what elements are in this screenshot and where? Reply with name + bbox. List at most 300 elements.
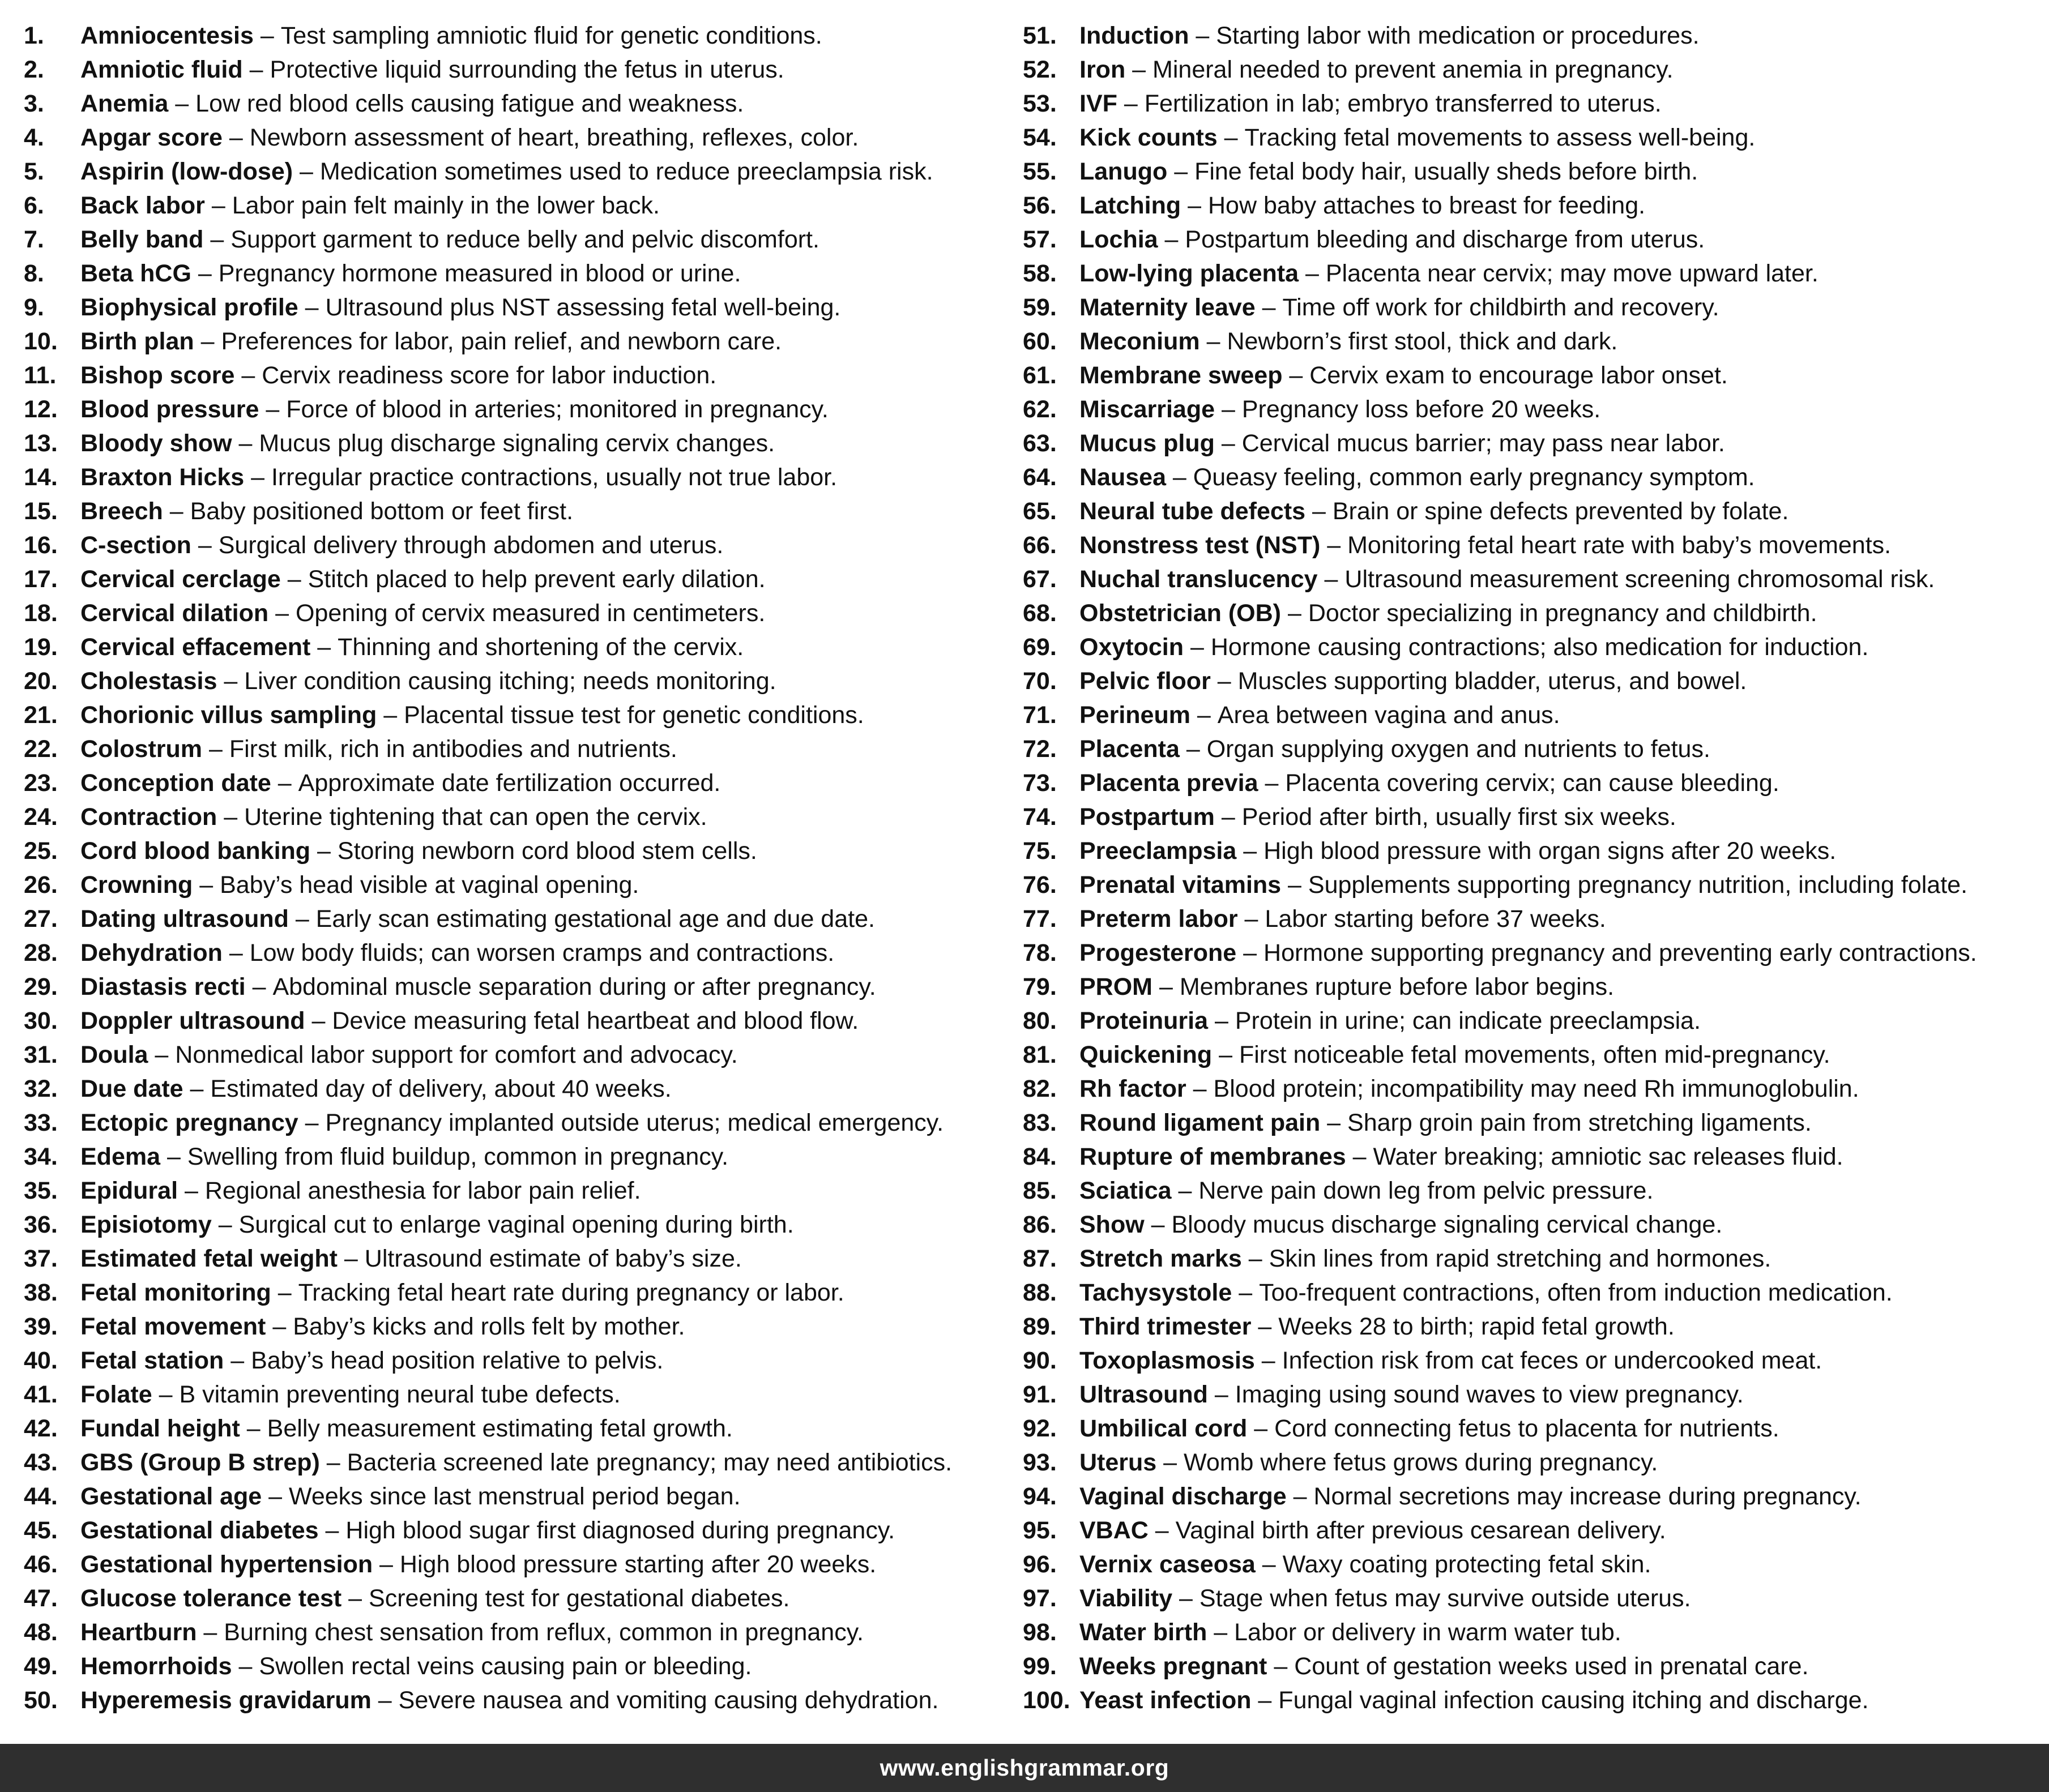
entry-definition: Swelling from fluid buildup, common in pregnancy. bbox=[187, 1143, 729, 1170]
entry-number: 87. bbox=[1023, 1245, 1057, 1272]
entry-number: 37. bbox=[24, 1245, 58, 1272]
entry-term: C-section bbox=[80, 532, 191, 559]
entry-definition: Irregular practice contractions, usually not true labor. bbox=[271, 464, 838, 491]
glossary-entry bbox=[24, 664, 1032, 698]
entry-separator: – bbox=[377, 702, 404, 729]
entry-definition: Water breaking; amniotic sac releases fluid. bbox=[1373, 1143, 1843, 1170]
entry-separator: – bbox=[1281, 871, 1308, 899]
entry-term: IVF bbox=[1079, 90, 1117, 117]
entry-separator: – bbox=[373, 1551, 400, 1578]
entry-term: Apgar score bbox=[80, 124, 223, 151]
entry-definition: Infection risk from cat feces or undercooked meat. bbox=[1282, 1347, 1822, 1374]
entry-number: 32. bbox=[24, 1075, 58, 1102]
glossary-entry bbox=[24, 732, 1032, 766]
entry-separator: – bbox=[298, 294, 326, 321]
entry-term: Tachysystole bbox=[1079, 1279, 1232, 1306]
entry-separator: – bbox=[211, 1211, 239, 1238]
entry-definition: Period after birth, usually first six weeks. bbox=[1241, 803, 1676, 831]
glossary-entry bbox=[24, 460, 1032, 494]
entry-definition: Mineral needed to prevent anemia in pregnancy. bbox=[1152, 56, 1674, 83]
entry-separator: – bbox=[178, 1177, 205, 1204]
entry-number: 34. bbox=[24, 1143, 58, 1170]
glossary-entry bbox=[1023, 426, 2031, 460]
glossary-entry bbox=[1023, 155, 2031, 189]
entry-definition: Tracking fetal heart rate during pregnancy or labor. bbox=[298, 1279, 844, 1306]
glossary-entry bbox=[1023, 1445, 2031, 1479]
entry-definition: Monitoring fetal heart rate with baby’s movements. bbox=[1347, 532, 1892, 559]
entry-number: 30. bbox=[24, 1007, 58, 1034]
footer-bar bbox=[0, 1744, 2049, 1792]
entry-number: 88. bbox=[1023, 1279, 1057, 1306]
entry-definition: High blood pressure starting after 20 weeks. bbox=[399, 1551, 877, 1578]
entry-term: Lochia bbox=[1079, 226, 1158, 253]
entry-number: 5. bbox=[24, 158, 44, 185]
entry-definition: Nerve pain down leg from pelvic pressure. bbox=[1198, 1177, 1654, 1204]
glossary-entry bbox=[1023, 1242, 2031, 1276]
glossary-entry bbox=[24, 698, 1032, 732]
entry-term: Water birth bbox=[1079, 1619, 1207, 1646]
entry-separator: – bbox=[232, 430, 259, 457]
entry-definition: Ultrasound plus NST assessing fetal well-being. bbox=[325, 294, 841, 321]
glossary-entry bbox=[24, 1615, 1032, 1649]
entry-number: 9. bbox=[24, 294, 44, 321]
glossary-column-right bbox=[1023, 19, 2031, 1717]
entry-definition: Cervix exam to encourage labor onset. bbox=[1309, 362, 1728, 389]
entry-definition: Severe nausea and vomiting causing dehydration. bbox=[398, 1687, 939, 1714]
glossary-entry bbox=[24, 1479, 1032, 1513]
entry-term: Obstetrician (OB) bbox=[1079, 600, 1281, 627]
entry-term: Aspirin (low-dose) bbox=[80, 158, 293, 185]
entry-term: Gestational hypertension bbox=[80, 1551, 373, 1578]
entry-definition: Stitch placed to help prevent early dilation. bbox=[308, 566, 766, 593]
entry-definition: Weeks 28 to birth; rapid fetal growth. bbox=[1278, 1313, 1675, 1340]
entry-term: Prenatal vitamins bbox=[1079, 871, 1282, 899]
entry-separator: – bbox=[202, 735, 229, 763]
entry-number: 63. bbox=[1023, 430, 1057, 457]
entry-term: Nonstress test (NST) bbox=[1079, 532, 1321, 559]
entry-definition: Vaginal birth after previous cesarean delivery. bbox=[1175, 1517, 1666, 1544]
entry-separator: – bbox=[217, 803, 245, 831]
entry-number: 68. bbox=[1023, 600, 1057, 627]
glossary-entry bbox=[24, 426, 1032, 460]
entry-separator: – bbox=[310, 634, 338, 661]
glossary-entry bbox=[24, 936, 1032, 970]
glossary-entry bbox=[1023, 834, 2031, 868]
entry-number: 77. bbox=[1023, 905, 1057, 933]
entry-definition: Labor pain felt mainly in the lower back. bbox=[232, 192, 660, 219]
entry-term: Anemia bbox=[80, 90, 169, 117]
entry-definition: Waxy coating protecting fetal skin. bbox=[1282, 1551, 1651, 1578]
glossary-entry bbox=[1023, 1479, 2031, 1513]
entry-number: 20. bbox=[24, 668, 58, 695]
glossary-entry bbox=[24, 1547, 1032, 1581]
entry-separator: – bbox=[1199, 328, 1227, 355]
entry-term: Gestational age bbox=[80, 1483, 262, 1510]
entry-definition: Bacteria screened late pregnancy; may need antibiotics. bbox=[347, 1449, 953, 1476]
entry-definition: Support garment to reduce belly and pelvic discomfort. bbox=[230, 226, 819, 253]
entry-number: 97. bbox=[1023, 1585, 1057, 1612]
entry-number: 8. bbox=[24, 260, 44, 287]
glossary-entry bbox=[1023, 1072, 2031, 1106]
entry-separator: – bbox=[1346, 1143, 1373, 1170]
entry-separator: – bbox=[268, 600, 296, 627]
entry-number: 73. bbox=[1023, 769, 1057, 797]
entry-term: Hyperemesis gravidarum bbox=[80, 1687, 372, 1714]
glossary-entry bbox=[1023, 1649, 2031, 1683]
glossary-entry bbox=[1023, 87, 2031, 121]
entry-number: 59. bbox=[1023, 294, 1057, 321]
entry-term: Viability bbox=[1079, 1585, 1173, 1612]
entry-term: Edema bbox=[80, 1143, 161, 1170]
entry-definition: Low body fluids; can worsen cramps and contractions. bbox=[249, 939, 835, 966]
entry-number: 31. bbox=[24, 1041, 58, 1068]
entry-separator: – bbox=[204, 192, 232, 219]
entry-number: 83. bbox=[1023, 1109, 1057, 1136]
entry-separator: – bbox=[262, 1483, 289, 1510]
entry-number: 46. bbox=[24, 1551, 58, 1578]
entry-term: Cervical cerclage bbox=[80, 566, 281, 593]
entry-separator: – bbox=[1267, 1653, 1295, 1680]
glossary-entry bbox=[1023, 596, 2031, 630]
entry-definition: Protective liquid surrounding the fetus in uterus. bbox=[270, 56, 784, 83]
entry-term: Fetal station bbox=[80, 1347, 224, 1374]
entry-term: Oxytocin bbox=[1079, 634, 1184, 661]
entry-separator: – bbox=[1255, 1551, 1283, 1578]
entry-number: 29. bbox=[24, 973, 58, 1000]
entry-term: Fundal height bbox=[80, 1415, 240, 1442]
glossary-entry bbox=[1023, 902, 2031, 936]
entry-term: Beta hCG bbox=[80, 260, 191, 287]
entry-term: Gestational diabetes bbox=[80, 1517, 319, 1544]
entry-number: 90. bbox=[1023, 1347, 1057, 1374]
entry-number: 70. bbox=[1023, 668, 1057, 695]
glossary-entry bbox=[1023, 630, 2031, 664]
glossary-entry bbox=[24, 19, 1032, 53]
entry-definition: Too-frequent contractions, often from induction medication. bbox=[1259, 1279, 1893, 1306]
glossary-entry bbox=[24, 528, 1032, 562]
entry-definition: Sharp groin pain from stretching ligaments. bbox=[1347, 1109, 1812, 1136]
glossary-entry bbox=[24, 1242, 1032, 1276]
glossary-entry bbox=[24, 223, 1032, 256]
entry-term: Dating ultrasound bbox=[80, 905, 289, 933]
entry-term: Blood pressure bbox=[80, 396, 259, 423]
glossary-entry bbox=[1023, 868, 2031, 902]
entry-definition: Protein in urine; can indicate preeclampsia. bbox=[1235, 1007, 1701, 1034]
entry-separator: – bbox=[191, 532, 219, 559]
entry-number: 27. bbox=[24, 905, 58, 933]
entry-number: 98. bbox=[1023, 1619, 1057, 1646]
entry-definition: Opening of cervix measured in centimeters. bbox=[295, 600, 766, 627]
entry-definition: Labor or delivery in warm water tub. bbox=[1234, 1619, 1621, 1646]
entry-definition: Weeks since last menstrual period began. bbox=[289, 1483, 741, 1510]
entry-term: Toxoplasmosis bbox=[1079, 1347, 1255, 1374]
entry-definition: Imaging using sound waves to view pregnancy. bbox=[1235, 1381, 1744, 1408]
entry-definition: Cervix readiness score for labor induction. bbox=[262, 362, 717, 389]
glossary-entry bbox=[1023, 528, 2031, 562]
footer-website-url: www.englishgrammar.org bbox=[880, 1755, 1169, 1781]
glossary-entry bbox=[1023, 290, 2031, 324]
entry-number: 39. bbox=[24, 1313, 58, 1340]
entry-definition: Membranes rupture before labor begins. bbox=[1179, 973, 1615, 1000]
entry-definition: Placental tissue test for genetic conditions. bbox=[404, 702, 864, 729]
glossary-entry bbox=[24, 87, 1032, 121]
entry-separator: – bbox=[266, 1313, 293, 1340]
entry-term: Crowning bbox=[80, 871, 193, 899]
entry-separator: – bbox=[1166, 464, 1193, 491]
entry-definition: Starting labor with medication or procedures. bbox=[1216, 22, 1700, 49]
glossary-entry bbox=[24, 324, 1032, 358]
glossary-entry bbox=[24, 1004, 1032, 1038]
glossary-entry bbox=[1023, 1106, 2031, 1140]
entry-term: Yeast infection bbox=[1079, 1687, 1252, 1714]
glossary-column-left bbox=[24, 19, 1032, 1717]
entry-term: Cord blood banking bbox=[80, 837, 311, 865]
entry-term: Rh factor bbox=[1079, 1075, 1186, 1102]
entry-number: 52. bbox=[1023, 56, 1057, 83]
entry-number: 16. bbox=[24, 532, 58, 559]
entry-term: Maternity leave bbox=[1079, 294, 1256, 321]
entry-number: 24. bbox=[24, 803, 58, 831]
entry-term: Bishop score bbox=[80, 362, 235, 389]
entry-number: 7. bbox=[24, 226, 44, 253]
entry-definition: Cord connecting fetus to placenta for nutrients. bbox=[1274, 1415, 1779, 1442]
glossary-entry bbox=[24, 596, 1032, 630]
glossary-entry bbox=[1023, 53, 2031, 87]
entry-separator: – bbox=[232, 1653, 259, 1680]
entry-term: Heartburn bbox=[80, 1619, 197, 1646]
entry-definition: Postpartum bleeding and discharge from uterus. bbox=[1185, 226, 1705, 253]
entry-term: Proteinuria bbox=[1079, 1007, 1208, 1034]
entry-separator: – bbox=[1208, 1007, 1235, 1034]
glossary-entry bbox=[24, 358, 1032, 392]
entry-separator: – bbox=[1181, 192, 1208, 219]
entry-definition: Baby’s head position relative to pelvis. bbox=[251, 1347, 664, 1374]
entry-number: 92. bbox=[1023, 1415, 1057, 1442]
entry-term: Kick counts bbox=[1079, 124, 1218, 151]
glossary-entry bbox=[1023, 19, 2031, 53]
entry-term: Stretch marks bbox=[1079, 1245, 1242, 1272]
entry-term: Miscarriage bbox=[1079, 396, 1215, 423]
entry-number: 80. bbox=[1023, 1007, 1057, 1034]
glossary-entry bbox=[1023, 1174, 2031, 1208]
entry-separator: – bbox=[310, 837, 338, 865]
entry-definition: Belly measurement estimating fetal growth. bbox=[267, 1415, 733, 1442]
entry-definition: Fine fetal body hair, usually sheds before birth. bbox=[1194, 158, 1698, 185]
entry-separator: – bbox=[1214, 430, 1242, 457]
entry-number: 89. bbox=[1023, 1313, 1057, 1340]
entry-definition: Count of gestation weeks used in prenatal care. bbox=[1294, 1653, 1809, 1680]
glossary-entry bbox=[1023, 1412, 2031, 1445]
glossary-entry bbox=[1023, 1140, 2031, 1174]
entry-separator: – bbox=[168, 90, 196, 117]
entry-number: 49. bbox=[24, 1653, 58, 1680]
entry-number: 55. bbox=[1023, 158, 1057, 185]
entry-number: 48. bbox=[24, 1619, 58, 1646]
glossary-entry bbox=[24, 970, 1032, 1004]
entry-term: Cervical dilation bbox=[80, 600, 269, 627]
entry-definition: Preferences for labor, pain relief, and newborn care. bbox=[221, 328, 782, 355]
entry-definition: Organ supplying oxygen and nutrients to fetus. bbox=[1206, 735, 1710, 763]
entry-separator: – bbox=[305, 1007, 332, 1034]
entry-number: 43. bbox=[24, 1449, 58, 1476]
entry-definition: Estimated day of delivery, about 40 weeks. bbox=[210, 1075, 672, 1102]
glossary-entry bbox=[24, 868, 1032, 902]
entry-separator: – bbox=[1320, 1109, 1348, 1136]
entry-term: Vernix caseosa bbox=[1079, 1551, 1256, 1578]
entry-term: Lanugo bbox=[1079, 158, 1168, 185]
entry-number: 54. bbox=[1023, 124, 1057, 151]
entry-definition: Force of blood in arteries; monitored in pregnancy. bbox=[286, 396, 829, 423]
entry-separator: – bbox=[1237, 905, 1265, 933]
entry-term: Mucus plug bbox=[1079, 430, 1215, 457]
entry-definition: Swollen rectal veins causing pain or bleeding. bbox=[259, 1653, 752, 1680]
entry-separator: – bbox=[1281, 600, 1308, 627]
entry-term: Fetal movement bbox=[80, 1313, 266, 1340]
entry-separator: – bbox=[1251, 1687, 1279, 1714]
entry-separator: – bbox=[1186, 1075, 1214, 1102]
entry-term: Contraction bbox=[80, 803, 217, 831]
entry-separator: – bbox=[293, 158, 320, 185]
entry-number: 75. bbox=[1023, 837, 1057, 865]
entry-separator: – bbox=[1156, 1449, 1184, 1476]
entry-definition: Newborn assessment of heart, breathing, reflexes, color. bbox=[249, 124, 859, 151]
glossary-entry bbox=[1023, 1208, 2031, 1242]
entry-definition: Skin lines from rapid stretching and hormones. bbox=[1269, 1245, 1771, 1272]
glossary-entry bbox=[24, 53, 1032, 87]
entry-definition: Queasy feeling, common early pregnancy symptom. bbox=[1193, 464, 1755, 491]
entry-number: 99. bbox=[1023, 1653, 1057, 1680]
entry-number: 100. bbox=[1023, 1687, 1070, 1714]
entry-term: Folate bbox=[80, 1381, 152, 1408]
entry-definition: Pregnancy loss before 20 weeks. bbox=[1241, 396, 1601, 423]
entry-separator: – bbox=[245, 973, 273, 1000]
entry-term: Amniocentesis bbox=[80, 22, 254, 49]
entry-number: 6. bbox=[24, 192, 44, 219]
entry-number: 81. bbox=[1023, 1041, 1057, 1068]
glossary-entry bbox=[24, 1276, 1032, 1310]
entry-definition: Surgical delivery through abdomen and uterus. bbox=[218, 532, 724, 559]
entry-term: Round ligament pain bbox=[1079, 1109, 1321, 1136]
entry-number: 13. bbox=[24, 430, 58, 457]
entry-separator: – bbox=[1214, 803, 1242, 831]
entry-definition: Labor starting before 37 weeks. bbox=[1265, 905, 1606, 933]
entry-term: Membrane sweep bbox=[1079, 362, 1283, 389]
entry-number: 64. bbox=[1023, 464, 1057, 491]
entry-term: Birth plan bbox=[80, 328, 194, 355]
entry-definition: Medication sometimes used to reduce preeclampsia risk. bbox=[319, 158, 933, 185]
entry-number: 44. bbox=[24, 1483, 58, 1510]
entry-number: 11. bbox=[24, 362, 57, 389]
glossary-entry bbox=[1023, 223, 2031, 256]
entry-term: Pelvic floor bbox=[1079, 668, 1211, 695]
entry-separator: – bbox=[193, 871, 220, 899]
entry-definition: Hormone supporting pregnancy and preventing early contractions. bbox=[1263, 939, 1977, 966]
entry-separator: – bbox=[1171, 1177, 1199, 1204]
glossary-entry bbox=[1023, 358, 2031, 392]
entry-number: 96. bbox=[1023, 1551, 1057, 1578]
entry-term: Doppler ultrasound bbox=[80, 1007, 305, 1034]
entry-separator: – bbox=[1258, 769, 1286, 797]
glossary-entry bbox=[24, 1174, 1032, 1208]
entry-term: Low-lying placenta bbox=[1079, 260, 1299, 287]
entry-separator: – bbox=[1217, 124, 1245, 151]
entry-term: GBS (Group B strep) bbox=[80, 1449, 320, 1476]
glossary-entry bbox=[1023, 256, 2031, 290]
entry-separator: – bbox=[1207, 1381, 1235, 1408]
glossary-entry bbox=[24, 766, 1032, 800]
entry-separator: – bbox=[222, 939, 250, 966]
glossary-entry bbox=[24, 1445, 1032, 1479]
entry-separator: – bbox=[288, 905, 316, 933]
glossary-entry bbox=[24, 834, 1032, 868]
glossary-entry bbox=[1023, 698, 2031, 732]
entry-term: Preterm labor bbox=[1079, 905, 1238, 933]
glossary-entry bbox=[1023, 936, 2031, 970]
entry-number: 71. bbox=[1023, 702, 1057, 729]
entry-definition: B vitamin preventing neural tube defects. bbox=[179, 1381, 621, 1408]
entry-number: 79. bbox=[1023, 973, 1057, 1000]
glossary-entry bbox=[1023, 664, 2031, 698]
glossary-entry bbox=[24, 1412, 1032, 1445]
glossary-entry bbox=[1023, 970, 2031, 1004]
entry-number: 65. bbox=[1023, 498, 1057, 525]
glossary-entry bbox=[24, 800, 1032, 834]
glossary-entry bbox=[1023, 1004, 2031, 1038]
entry-definition: Bloody mucus discharge signaling cervical change. bbox=[1171, 1211, 1723, 1238]
entry-separator: – bbox=[1184, 634, 1211, 661]
entry-number: 62. bbox=[1023, 396, 1057, 423]
entry-separator: – bbox=[197, 1619, 224, 1646]
entry-separator: – bbox=[240, 1415, 267, 1442]
glossary-entry bbox=[1023, 324, 2031, 358]
entry-definition: High blood sugar first diagnosed during pregnancy. bbox=[345, 1517, 895, 1544]
entry-separator: – bbox=[1148, 1517, 1176, 1544]
entry-term: VBAC bbox=[1079, 1517, 1149, 1544]
glossary-entry bbox=[24, 392, 1032, 426]
entry-separator: – bbox=[1179, 735, 1207, 763]
glossary-entry bbox=[24, 1344, 1032, 1378]
entry-separator: – bbox=[1158, 226, 1185, 253]
entry-term: Neural tube defects bbox=[1079, 498, 1306, 525]
entry-number: 41. bbox=[24, 1381, 58, 1408]
glossary-entry bbox=[1023, 1276, 2031, 1310]
entry-term: Ultrasound bbox=[1079, 1381, 1208, 1408]
entry-definition: Storing newborn cord blood stem cells. bbox=[337, 837, 757, 865]
entry-number: 85. bbox=[1023, 1177, 1057, 1204]
entry-definition: Baby’s head visible at vaginal opening. bbox=[220, 871, 639, 899]
entry-definition: First milk, rich in antibodies and nutrients. bbox=[229, 735, 677, 763]
entry-number: 57. bbox=[1023, 226, 1057, 253]
entry-term: Placenta previa bbox=[1079, 769, 1258, 797]
entry-separator: – bbox=[1152, 973, 1180, 1000]
entry-definition: Tracking fetal movements to assess well-being. bbox=[1244, 124, 1756, 151]
entry-definition: Abdominal muscle separation during or after pregnancy. bbox=[272, 973, 876, 1000]
entry-term: Iron bbox=[1079, 56, 1126, 83]
entry-number: 58. bbox=[1023, 260, 1057, 287]
entry-term: Epidural bbox=[80, 1177, 178, 1204]
glossary-entry bbox=[1023, 1344, 2031, 1378]
entry-number: 45. bbox=[24, 1517, 58, 1544]
entry-definition: Pregnancy hormone measured in blood or urine. bbox=[218, 260, 741, 287]
entry-definition: Burning chest sensation from reflux, common in pregnancy. bbox=[224, 1619, 864, 1646]
entry-term: Doula bbox=[80, 1041, 148, 1068]
entry-separator: – bbox=[1236, 939, 1264, 966]
glossary-entry bbox=[24, 1513, 1032, 1547]
glossary-entry bbox=[1023, 1547, 2031, 1581]
entry-number: 60. bbox=[1023, 328, 1057, 355]
entry-term: Biophysical profile bbox=[80, 294, 298, 321]
entry-separator: – bbox=[1207, 1619, 1235, 1646]
